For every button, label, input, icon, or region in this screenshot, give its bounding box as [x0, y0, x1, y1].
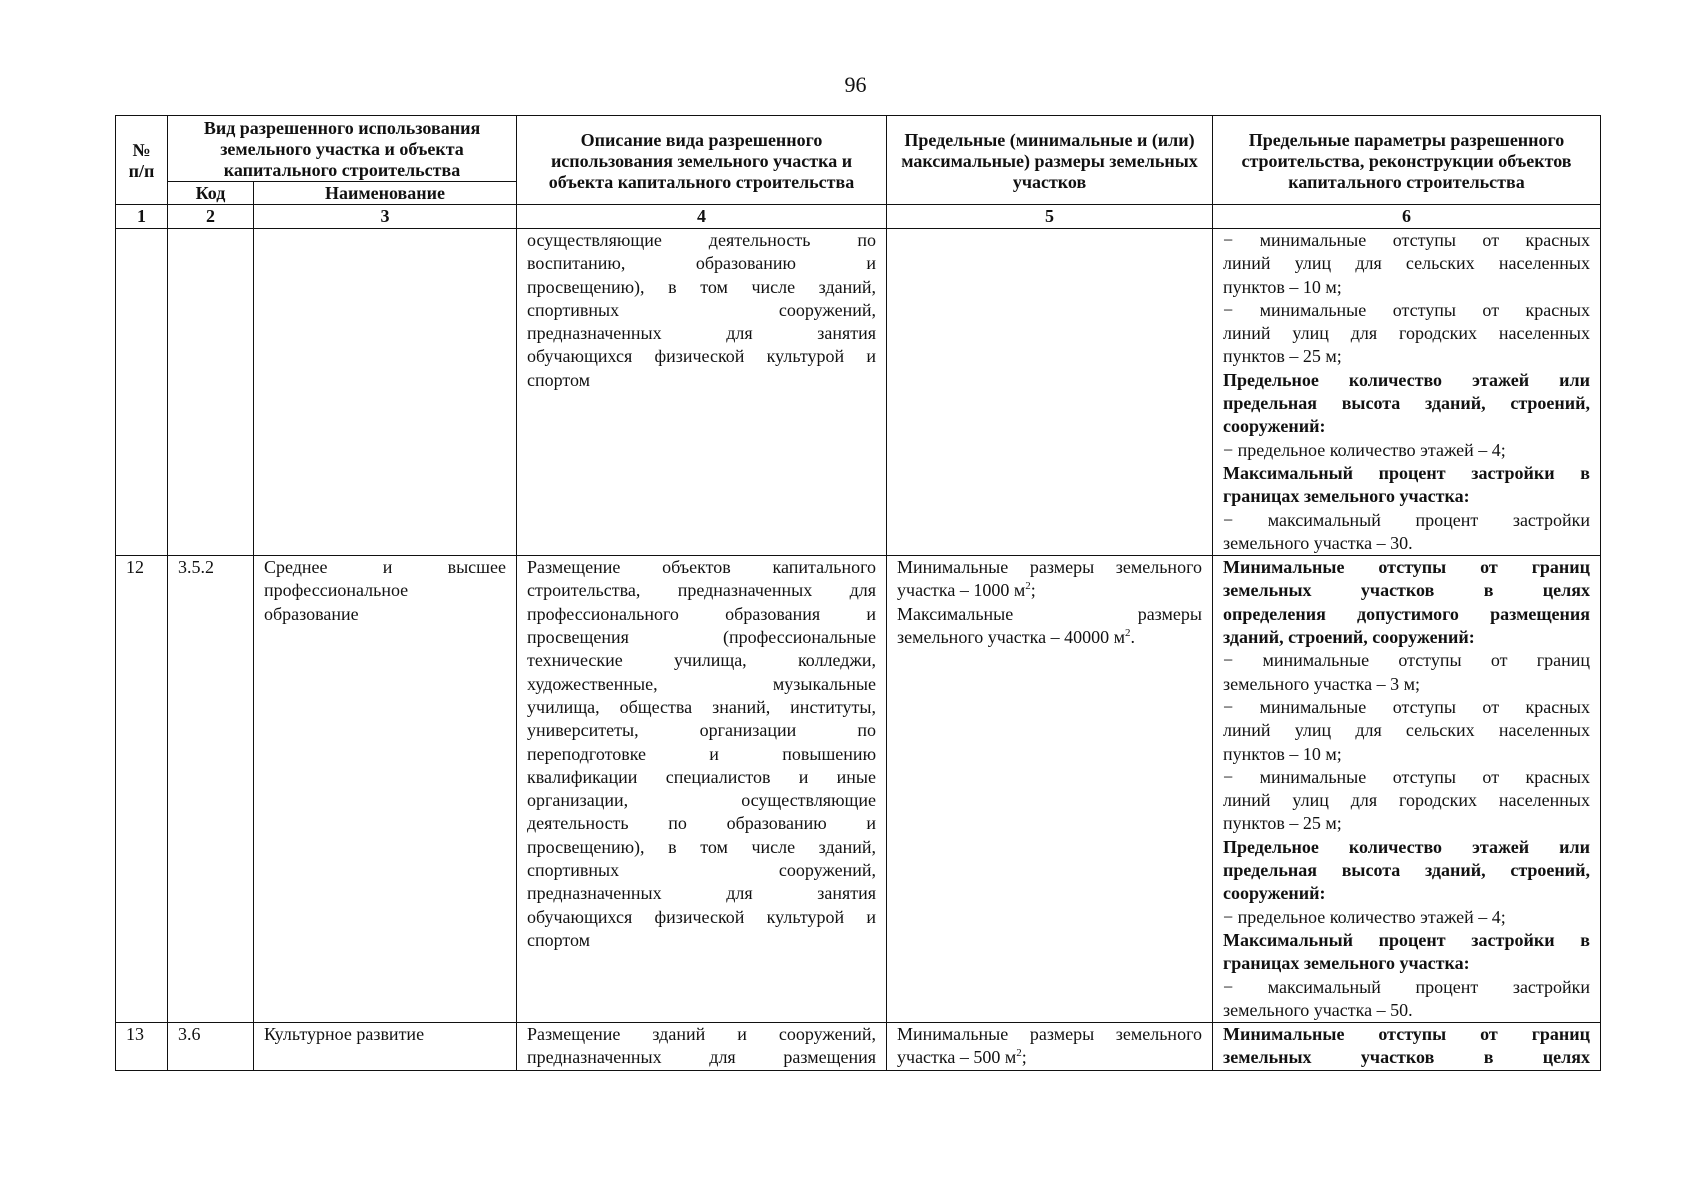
cell-name [254, 229, 517, 556]
description-line: университеты, организации по [527, 720, 877, 741]
params-heading-line: Максимальный процент застройки в [1223, 929, 1591, 950]
params-line: пунктов – 25 м; [1223, 813, 1342, 834]
cell-description [517, 1023, 887, 1071]
params-heading-line: Максимальный процент застройки в [1223, 462, 1591, 483]
cell-construction-params [1213, 1023, 1601, 1071]
description-line: художественные, музыкальные [527, 673, 877, 694]
column-number: 3 [254, 205, 517, 229]
cell-plot-sizes [887, 229, 1213, 556]
description-line: предназначенных для занятия [527, 323, 877, 344]
params-heading-line: границах земельного участка: [1223, 486, 1470, 507]
params-line: − минимальные отступы от красных [1223, 230, 1591, 250]
description-line: переподготовке и повышению [527, 743, 877, 764]
cell-description [517, 229, 887, 556]
params-line: пунктов – 10 м; [1223, 743, 1342, 764]
params-line: − предельное количество этажей – 4; [1223, 906, 1506, 927]
params-heading-line: предельная высота зданий, строений, [1223, 860, 1591, 881]
description-line: воспитанию, образованию и [527, 253, 877, 274]
page-number: 96 [844, 72, 867, 97]
params-heading-line: границах земельного участка: [1223, 953, 1470, 974]
table-row-13 [116, 1023, 1601, 1071]
cell-construction-params [1213, 229, 1601, 556]
params-line: пунктов – 10 м; [1223, 276, 1342, 297]
params-heading-line: сооружений: [1223, 883, 1326, 904]
description-line: квалификации специалистов и иные [527, 766, 877, 787]
params-line: − минимальные отступы от границ [1223, 650, 1591, 671]
header-use-type: Вид разрешенного использования земельного участка и объекта капитального строительства [168, 116, 517, 182]
cell-number: 12 [116, 556, 168, 1023]
params-line: земельного участка – 50. [1223, 999, 1413, 1020]
description-line: обучающихся физической культурой и [527, 906, 877, 927]
cell-code: 3.5.2 [168, 556, 254, 1023]
params-line: линий улиц для сельских населенных [1223, 253, 1591, 274]
header-name: Наименование [254, 182, 517, 205]
params-line: земельного участка – 3 м; [1223, 673, 1421, 694]
name-line: образование [264, 603, 359, 624]
params-line: − максимальный процент застройки [1223, 976, 1591, 997]
sizes-line: Минимальные размеры земельного [897, 557, 1203, 578]
header-construction-params: Предельные параметры разрешенного строительства, реконструкции объектов капитального строительства [1213, 116, 1601, 205]
cell-plot-sizes [887, 556, 1213, 1023]
params-heading-line: земельных участков в целях [1223, 1047, 1591, 1068]
cell-number: 13 [116, 1023, 168, 1071]
description-line: предназначенных для размещения [527, 1047, 877, 1068]
header-number: № п/п [116, 116, 168, 205]
name-line: Среднее и высшее [264, 557, 507, 578]
column-numbers-row [116, 205, 1601, 229]
sizes-line: Максимальные размеры [897, 603, 1203, 624]
params-line: пунктов – 25 м; [1223, 346, 1342, 367]
description-line: профессионального образования и [527, 603, 877, 624]
description-line: спортом [527, 369, 591, 390]
cell-code: 3.6 [168, 1023, 254, 1071]
params-heading-line: сооружений: [1223, 416, 1326, 437]
column-number: 2 [168, 205, 254, 229]
description-line: осуществляющие деятельность по [527, 230, 877, 250]
description-line: Размещение объектов капитального [527, 557, 877, 578]
sizes-line: участка – 1000 $м^2$; [897, 580, 1036, 601]
description-line: Размещение зданий и сооружений, [527, 1024, 877, 1045]
cell-code [168, 229, 254, 556]
name-line: профессиональное [264, 580, 409, 601]
description-line: организации, осуществляющие [527, 790, 877, 811]
description-line: технические училища, колледжи, [527, 650, 877, 671]
column-number: 6 [1213, 205, 1601, 229]
params-line: − минимальные отступы от красных [1223, 299, 1591, 320]
header-plot-sizes: Предельные (минимальные и (или) максимальные) размеры земельных участков [887, 116, 1213, 205]
description-line: просвещению), в том числе зданий, [527, 836, 877, 857]
params-heading-line: определения допустимого размещения [1223, 603, 1591, 624]
cell-number [116, 229, 168, 556]
column-number: 1 [116, 205, 168, 229]
params-heading-line: Минимальные отступы от границ [1223, 1024, 1591, 1045]
cell-construction-params [1213, 556, 1601, 1023]
params-line: линий улиц для городских населенных [1223, 323, 1591, 344]
params-line: линий улиц для городских населенных [1223, 790, 1591, 811]
params-line: − максимальный процент застройки [1223, 509, 1591, 530]
cell-plot-sizes [887, 1023, 1213, 1071]
table-row-continuation [116, 229, 1601, 556]
table-row-12 [116, 556, 1601, 1023]
description-line: спортивных сооружений, [527, 860, 877, 881]
sizes-line: участка – 500 $м^2$; [897, 1047, 1027, 1068]
params-line: − предельное количество этажей – 4; [1223, 439, 1506, 460]
params-line: − минимальные отступы от красных [1223, 766, 1591, 787]
header-code: Код [168, 182, 254, 205]
column-number: 4 [517, 205, 887, 229]
params-line: − минимальные отступы от красных [1223, 696, 1591, 717]
params-heading-line: зданий, строений, сооружений: [1223, 627, 1475, 648]
params-heading-line: Предельное количество этажей или [1223, 369, 1591, 390]
header-description: Описание вида разрешенного использования земельного участка и объекта капитального строительства [517, 116, 887, 205]
description-line: обучающихся физической культурой и [527, 346, 877, 367]
description-line: просвещения (профессиональные [527, 627, 877, 648]
land-use-table [115, 115, 1601, 1071]
params-line: земельного участка – 30. [1223, 532, 1413, 553]
sizes-line: земельного участка – 40000 $м^2$. [897, 627, 1136, 648]
column-number: 5 [887, 205, 1213, 229]
description-line: спортом [527, 929, 591, 950]
description-line: деятельность по образованию и [527, 813, 877, 834]
params-heading-line: Предельное количество этажей или [1223, 836, 1591, 857]
params-heading-line: предельная высота зданий, строений, [1223, 393, 1591, 414]
cell-name: Культурное развитие [254, 1023, 517, 1071]
sizes-line: Минимальные размеры земельного [897, 1024, 1203, 1045]
cell-description [517, 556, 887, 1023]
description-line: спортивных сооружений, [527, 299, 877, 320]
description-line: предназначенных для занятия [527, 883, 877, 904]
description-line: просвещению), в том числе зданий, [527, 276, 877, 297]
cell-name [254, 556, 517, 1023]
params-heading-line: земельных участков в целях [1223, 580, 1591, 601]
params-heading-line: Минимальные отступы от границ [1223, 557, 1591, 578]
description-line: училища, общества знаний, институты, [527, 696, 877, 717]
description-line: строительства, предназначенных для [527, 580, 877, 601]
params-line: линий улиц для сельских населенных [1223, 720, 1591, 741]
